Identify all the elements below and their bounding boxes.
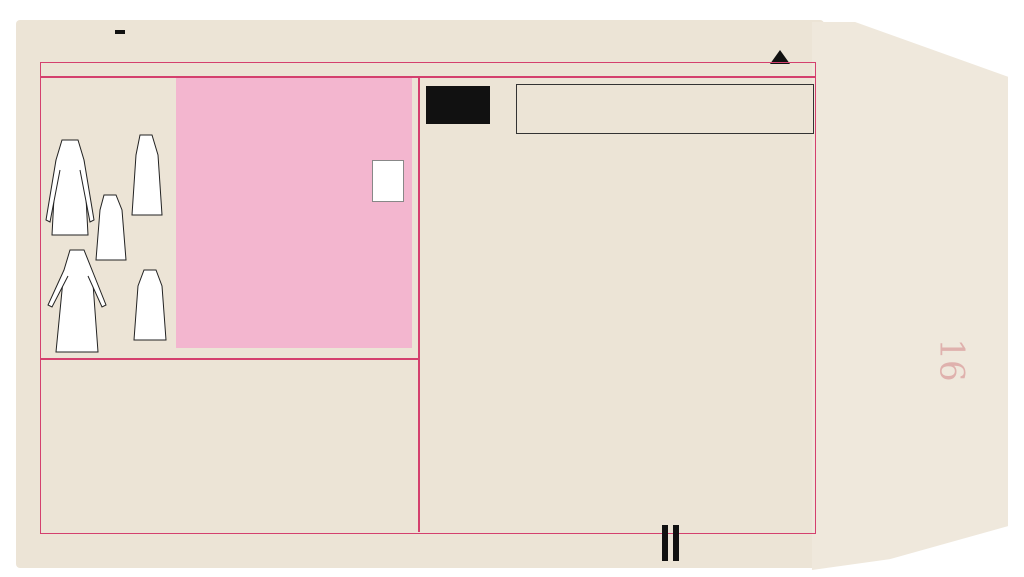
frame-divider-vertical [418,76,420,532]
dress-view-4 [96,195,126,260]
flap-handwriting: 16 [931,338,972,382]
quick-measure-label [115,30,125,34]
measuring-ruler [200,30,775,54]
fabric-notes-box [516,84,814,134]
dress-drawings [40,130,176,358]
dress-view-2 [56,250,98,352]
dress-view-1 [52,140,88,235]
registration-bars [662,525,684,566]
pattern-pieces-panel [176,78,412,348]
dress-view-5 [134,270,166,340]
dress-view-3 [132,135,162,215]
frame-divider-top [40,76,816,78]
sleeve-piece [372,160,404,202]
frame-divider-left [40,358,420,360]
new-sizing-badge [426,86,490,124]
envelope-flap [812,22,1008,570]
